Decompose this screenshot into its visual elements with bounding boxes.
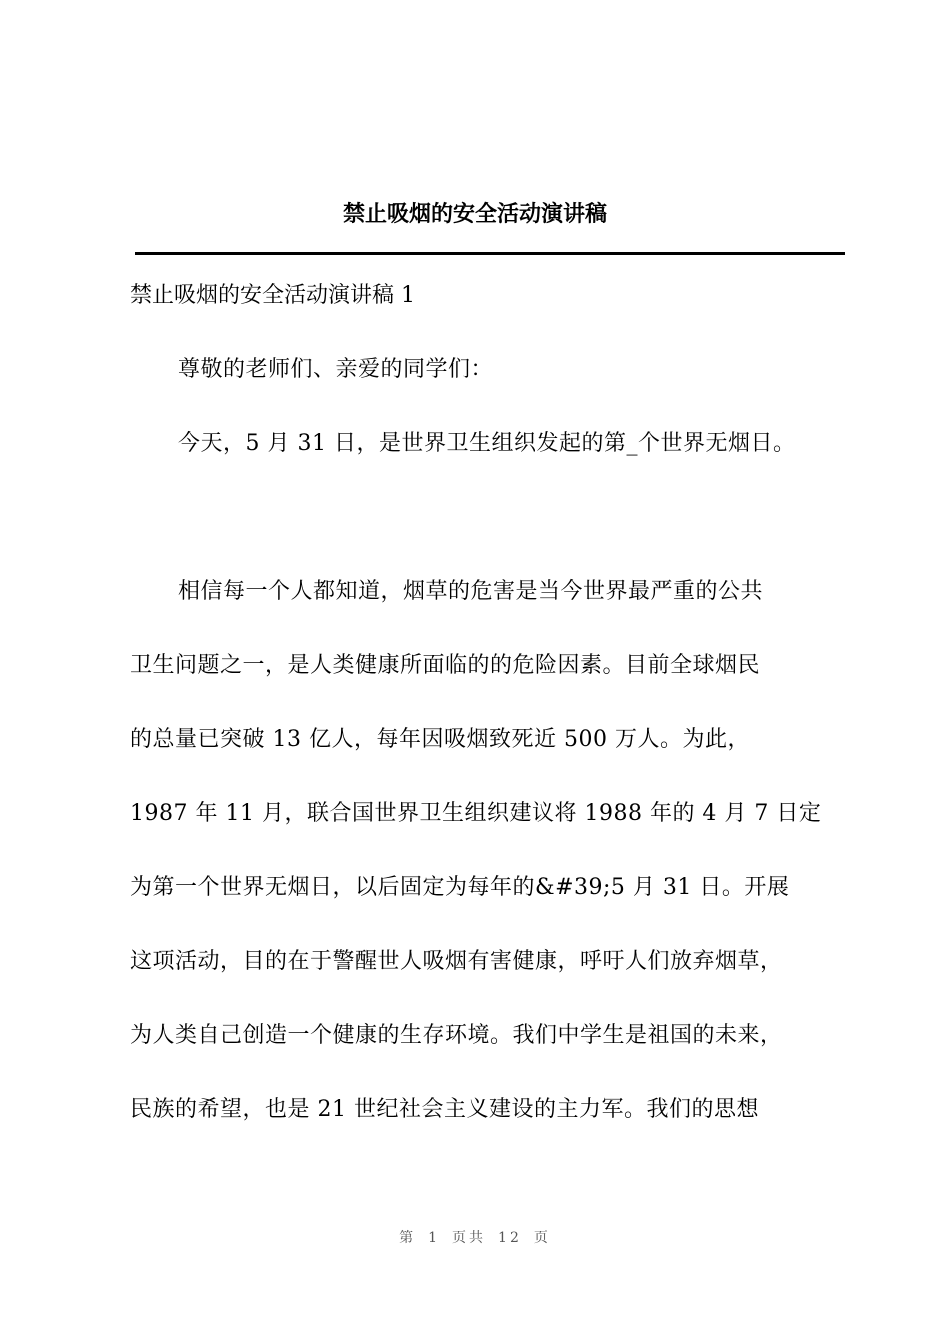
paragraph-2-line: 这项活动，目的在于警醒世人吸烟有害健康，呼吁人们放弃烟草， xyxy=(130,949,783,974)
paragraph-2-line: 为人类自己创造一个健康的生存环境。我们中学生是祖国的未来， xyxy=(130,1023,783,1048)
document-title: 禁止吸烟的安全活动演讲稿 xyxy=(342,201,607,227)
section-heading: 禁止吸烟的安全活动演讲稿 1 xyxy=(130,283,415,308)
paragraph-2-line: 为第一个世界无烟日，以后固定为每年的&#39;5 月 31 日。开展 xyxy=(130,875,790,900)
paragraph-2-line: 相信每一个人都知道，烟草的危害是当今世界最严重的公共 xyxy=(178,579,764,604)
footer-suffix: 页 xyxy=(533,1230,551,1246)
paragraph-2-line: 的总量已突破 13 亿人，每年因吸烟致死近 500 万人。为此， xyxy=(130,727,750,752)
page-number-footer xyxy=(0,1228,950,1248)
footer-current-page: 1 xyxy=(428,1230,441,1246)
footer-prefix: 第 xyxy=(399,1230,417,1246)
footer-middle: 页共 xyxy=(452,1230,487,1246)
title-underline xyxy=(135,252,845,255)
paragraph-2-line: 1987 年 11 月，联合国世界卫生组织建议将 1988 年的 4 月 7 日定 xyxy=(130,801,822,826)
paragraph-1: 今天，5 月 31 日，是世界卫生组织发起的第_个世界无烟日。 xyxy=(178,431,796,456)
salutation: 尊敬的老师们、亲爱的同学们： xyxy=(178,357,494,382)
paragraph-2-line: 民族的希望，也是 21 世纪社会主义建设的主力军。我们的思想 xyxy=(130,1097,759,1122)
paragraph-2-line: 卫生问题之一，是人类健康所面临的的危险因素。目前全球烟民 xyxy=(130,653,761,678)
footer-total-pages: 12 xyxy=(498,1230,522,1246)
